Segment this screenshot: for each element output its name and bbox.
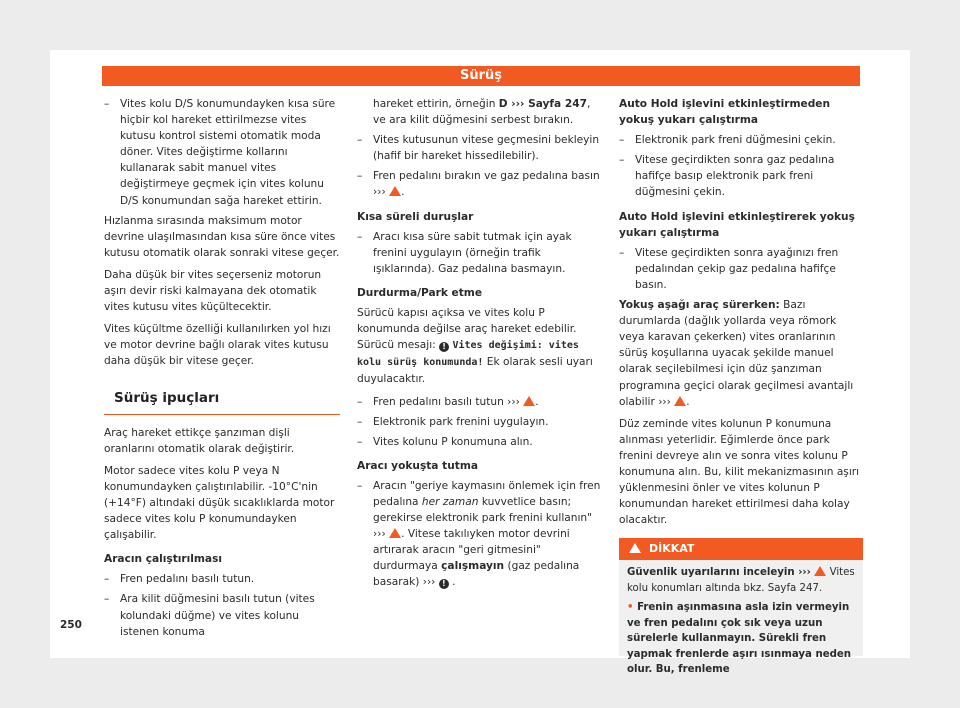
- subheading: Auto Hold işlevini etkinleştirerek yokuş yukarı çalıştırma: [619, 210, 855, 239]
- info-circle-icon: !: [439, 342, 449, 352]
- column-middle: [357, 96, 601, 595]
- warning-bullet: • Frenin aşınmasına asla izin vermeyin ve fren pedalını çok sık veya uzun sürelerle kullanmayın. Sürekli fren yapmak frenlerde aşırı ısınmaya neden olur. Bu, frenleme: [627, 602, 852, 676]
- section-title: Sürüş ipuçları: [104, 384, 340, 415]
- paragraph: Hızlanma sırasında maksimum motor devrine ulaşılmasından kısa süre önce vites kutusu otomatik olarak sonraki vitese geçer.: [104, 214, 340, 259]
- paragraph: Sürücü kapısı açıksa ve vites kolu P konumunda değilse araç hareket edebilir. Sürücü mesajı: ! Vites değişimi: vites kolu sürüş konumunda! Ek olarak sesli uyarı duyulacaktır.: [357, 307, 593, 386]
- subheading: Kısa süreli duruşlar: [357, 210, 474, 223]
- subheading: Aracın çalıştırılması: [104, 553, 223, 566]
- list-item-continued: hareket ettirin, örneğin D ››› Sayfa 247, ve ara kilit düğmesini serbest bırakın.: [373, 98, 591, 127]
- paragraph: Yokuş aşağı araç sürerken: Bazı durumlarda (dağlık yollarda veya römork veya karavan çekerken) vites oranlarının sürüş koşullarına uyacak şekilde manuel olarak seçilebilmesi için düz şanzıman programına geçici olarak geçilmesi avantajlı olabilir ››› .: [619, 299, 854, 408]
- paragraph: Daha düşük bir vites seçerseniz motorun aşırı devir riski kalmayana dek otomatik vites kutusu vites küçültecektir.: [104, 268, 322, 314]
- column-right: [619, 96, 863, 676]
- warning-header: DİKKAT: [619, 538, 863, 560]
- list-item: – Vitese geçirdikten sonra ayağınızı fren pedalından çekip gaz pedalına hafifçe basın.: [619, 246, 839, 291]
- list-item: – Ara kilit düğmesini basılı tutun (vites kolundaki düğme) ve vites kolunu istenen konuma: [104, 593, 315, 638]
- page-number: 250: [60, 619, 82, 631]
- paragraph: Düz zeminde vites kolunun P konumuna alınması yeterlidir. Eğimlerde önce park frenini devreye alın ve sonra vites kolunu P konumuna alın. Bu, kilit mekanizmasının aşırı yüklenmesini önler ve vites kolunun P konumundan hareket ettirilmesi daha kolay olacaktır.: [619, 417, 860, 527]
- warning-triangle-icon[interactable]: [523, 396, 535, 406]
- paragraph: Araç hareket ettikçe şanzıman dişli oranlarını otomatik olarak değiştirir.: [104, 426, 295, 455]
- warning-box: [619, 538, 863, 676]
- warning-triangle-icon: [629, 543, 641, 553]
- list-item: – Vites kutusunun vitese geçmesini bekleyin (hafif bir hareket hissedilebilir).: [357, 134, 600, 163]
- driver-message: Vites değişimi: vites kolu sürüş konumunda!: [357, 340, 579, 369]
- warning-triangle-icon[interactable]: [389, 528, 401, 538]
- info-circle-icon[interactable]: !: [439, 579, 449, 589]
- list-item: – Fren pedalını bırakın ve gaz pedalına basın ››› .: [357, 170, 600, 199]
- list-item: – Elektronik park freni düğmesini çekin.: [619, 134, 836, 147]
- manual-page: [50, 50, 910, 676]
- list-item: – Vites kolu D/S konumundayken kısa süre hiçbir kol hareket ettirilmezse vites kutusu kontrol sistemi otomatik moda döner. Vites değiştirme kollarını kullanarak sabit manuel vites değiştirmeye geçmek için vites kolunu D/S konumundan sağa hareket ettirin.: [104, 98, 336, 207]
- subheading: Durdurma/Park etme: [357, 286, 483, 299]
- list-item: – Fren pedalını basılı tutun ››› .: [357, 395, 539, 408]
- chapter-header: Sürüş: [102, 66, 860, 86]
- paragraph: Vites küçültme özelliği kullanılırken yol hızı ve motor devrine bağlı olarak vites kutusu daha düşük bir vitese geçer.: [104, 323, 331, 368]
- list-item: – Vites kolunu P konumuna alın.: [357, 435, 533, 448]
- list-item: – Aracın "geriye kaymasını önlemek için fren pedalına her zaman kuvvetlice basın; gerekirse elektronik park frenini kullanın" ››› . Vitese takılıyken motor devrini artırarak aracın "geri gitmesini" durdurmaya çalışmayın (gaz pedalına basarak) ››› ! .: [357, 479, 601, 589]
- warning-triangle-icon[interactable]: [389, 186, 401, 196]
- column-left: [104, 96, 340, 644]
- warning-body: [619, 560, 863, 678]
- list-item: – Elektronik park frenini uygulayın.: [357, 415, 549, 428]
- warning-intro: Güvenlik uyarılarını inceleyin ››› Vites kolu konumları altında bkz. Sayfa 247.: [627, 567, 855, 594]
- warning-triangle-icon[interactable]: [814, 566, 826, 576]
- paragraph: Motor sadece vites kolu P veya N konumundayken çalıştırılabilir. -10°C'nin (+14°F) altındaki düşük sıcaklıklarda motor sadece vites kolu P konumundayken çalışabilir.: [104, 464, 335, 542]
- subheading: Aracı yokuşta tutma: [357, 459, 479, 472]
- list-item: – Aracı kısa süre sabit tutmak için ayak frenini uygulayın (örneğin trafik ışıklarında). Gaz pedalına basmayın.: [357, 230, 572, 275]
- list-item: – Fren pedalını basılı tutun.: [104, 573, 255, 586]
- bullet-icon: •: [627, 602, 634, 614]
- page-reference-link[interactable]: D ››› Sayfa 247: [498, 98, 587, 110]
- list-item: – Vitese geçirdikten sonra gaz pedalına hafifçe basıp elektronik park freni düğmesini çekin.: [619, 154, 835, 199]
- subheading: Auto Hold işlevini etkinleştirmeden yokuş yukarı çalıştırma: [619, 98, 831, 127]
- warning-triangle-icon[interactable]: [674, 396, 686, 406]
